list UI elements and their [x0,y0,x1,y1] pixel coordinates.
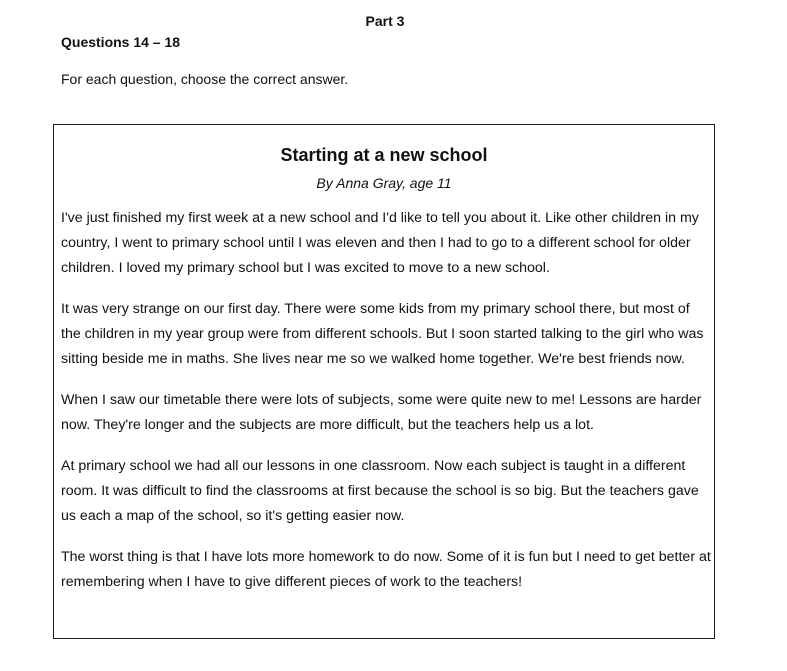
article-body [61,206,711,611]
article-paragraph: I've just finished my first week at a new school and I'd like to tell you about it. Like other children in my country, I went to primary school until I was eleven and then I had to go to a different school for older children. I loved my primary school but I was excited to move to a new school. [61,210,699,276]
article-byline: By Anna Gray, age 11 [316,175,452,191]
article-paragraph: When I saw our timetable there were lots of subjects, some were quite new to me! Lessons are harder now. They're longer and the subjects are more difficult, but the teachers help us a lot. [61,392,702,433]
article-paragraph: The worst thing is that I have lots more homework to do now. Some of it is fun but I need to get better at remembering when I have to give different pieces of work to the teachers! [61,549,711,590]
part-title: Part 3 [365,13,405,29]
questions-heading: Questions 14 – 18 [61,34,181,50]
article-box [53,124,715,639]
article-title: Starting at a new school [280,145,488,165]
instruction-text: For each question, choose the correct answer. [61,71,349,87]
article-paragraph: It was very strange on our first day. There were some kids from my primary school there, but most of the children in my year group were from different schools. But I soon started talking to the girl who was sitting beside me in maths. She lives near me so we walked home together. We're best friends now. [61,301,704,367]
article-paragraph: At primary school we had all our lessons in one classroom. Now each subject is taught in a different room. It was difficult to find the classrooms at first because the school is so big. But the teachers gave us each a map of the school, so it's getting easier now. [61,458,699,524]
